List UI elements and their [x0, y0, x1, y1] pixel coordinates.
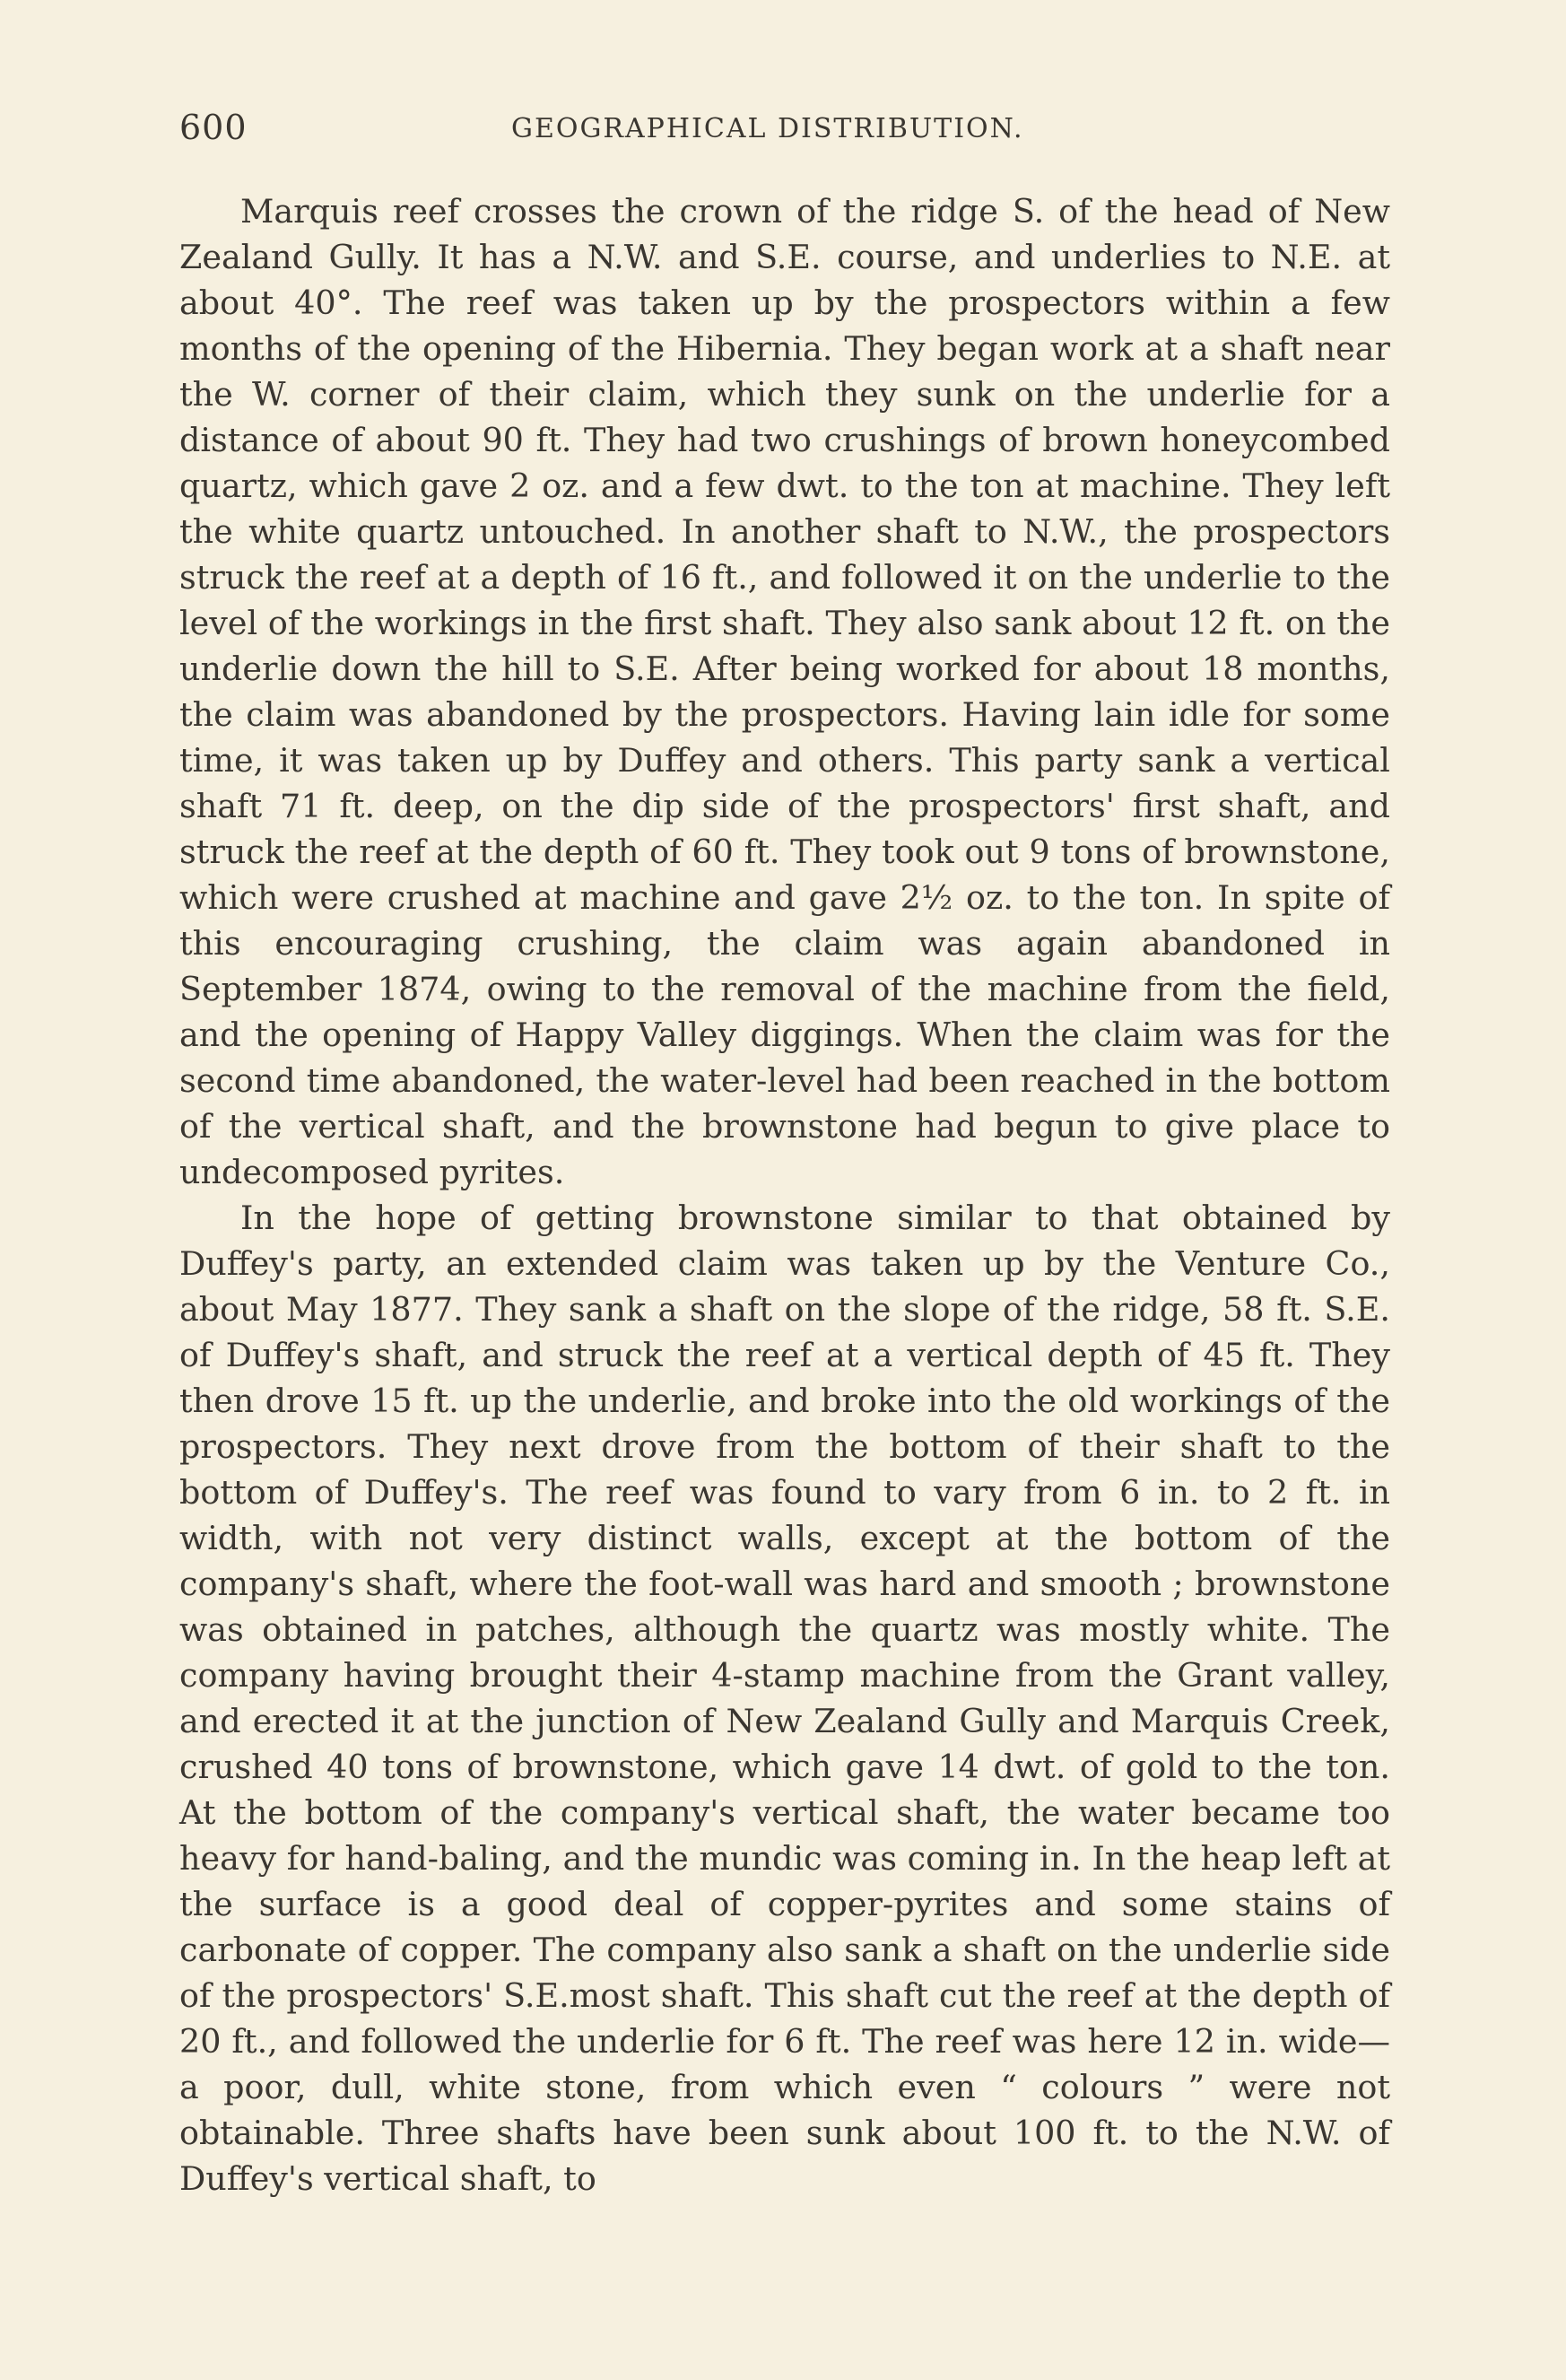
paragraph-venture-company: In the hope of getting brownstone similar to that obtained by Duffey's party, an extended claim was taken up by the Venture Co., about May 1877. They sank a shaft on the slope of the ridge, 58 ft. S.E. of Duffey's shaft, and struck the reef at a vertical depth of 45 ft. They then drove 15 ft. up the underlie, and broke into the old workings of the prospectors. They next drove from the bottom of their shaft to the bottom of Duffey's. The reef was found to vary from 6 in. to 2 ft. in width, with not very distinct walls, except at the bottom of the company's shaft, where the foot-wall was hard and smooth ; brownstone was obtained in patches, although the quartz was mostly white. The company having brought their 4-stamp machine from the Grant valley, and erected it at the junction of New Zealand Gully and Marquis Creek, crushed 40 tons of brownstone, which gave 14 dwt. of gold to the ton. At the bottom of the company's vertical shaft, the water became too heavy for hand-baling, and the mundic was coming in. In the heap left at the surface is a good deal of copper-pyrites and some stains of carbonate of copper. The company also sank a shaft on the underlie side of the prospectors' S.E.most shaft. This shaft cut the reef at the depth of 20 ft., and followed the underlie for 6 ft. The reef was here 12 in. wide—a poor, dull, white stone, from which even “ colours ” were not obtainable. Three shafts have been sunk about 100 ft. to the N.W. of Duffey's vertical shaft, to: [179, 1199, 1390, 2198]
paragraph-marquis-reef: Marquis reef crosses the crown of the ridge S. of the head of New Zealand Gully. It has a N.W. and S.E. course, and underlies to N.E. at about 40°. The reef was taken up by the prospectors within a few months of the opening of the Hibernia. They began work at a shaft near the W. corner of their claim, which they sunk on the underlie for a distance of about 90 ft. They had two crushings of brown honeycombed quartz, which gave 2 oz. and a few dwt. to the ton at machine. They left the white quartz untouched. In another shaft to N.W., the prospectors struck the reef at a depth of 16 ft., and followed it on the underlie to the level of the workings in the first shaft. They also sank about 12 ft. on the underlie down the hill to S.E. After being worked for about 18 months, the claim was abandoned by the prospectors. Having lain idle for some time, it was taken up by Duffey and others. This party sank a vertical shaft 71 ft. deep, on the dip side of the prospectors' first shaft, and struck the reef at the depth of 60 ft. They took out 9 tons of brownstone, which were crushed at machine and gave 2½ oz. to the ton. In spite of this encouraging crushing, the claim was again abandoned in September 1874, owing to the removal of the machine from the field, and the opening of Happy Valley diggings. When the claim was for the second time abandoned, the water-level had been reached in the bottom of the vertical shaft, and the brownstone had begun to give place to undecomposed pyrites.: [179, 192, 1390, 1191]
running-title: GEOGRAPHICAL DISTRIBUTION.: [511, 113, 1024, 144]
body-text: [179, 188, 1390, 2201]
running-head: [179, 108, 1390, 161]
page-number: 600: [179, 108, 248, 147]
